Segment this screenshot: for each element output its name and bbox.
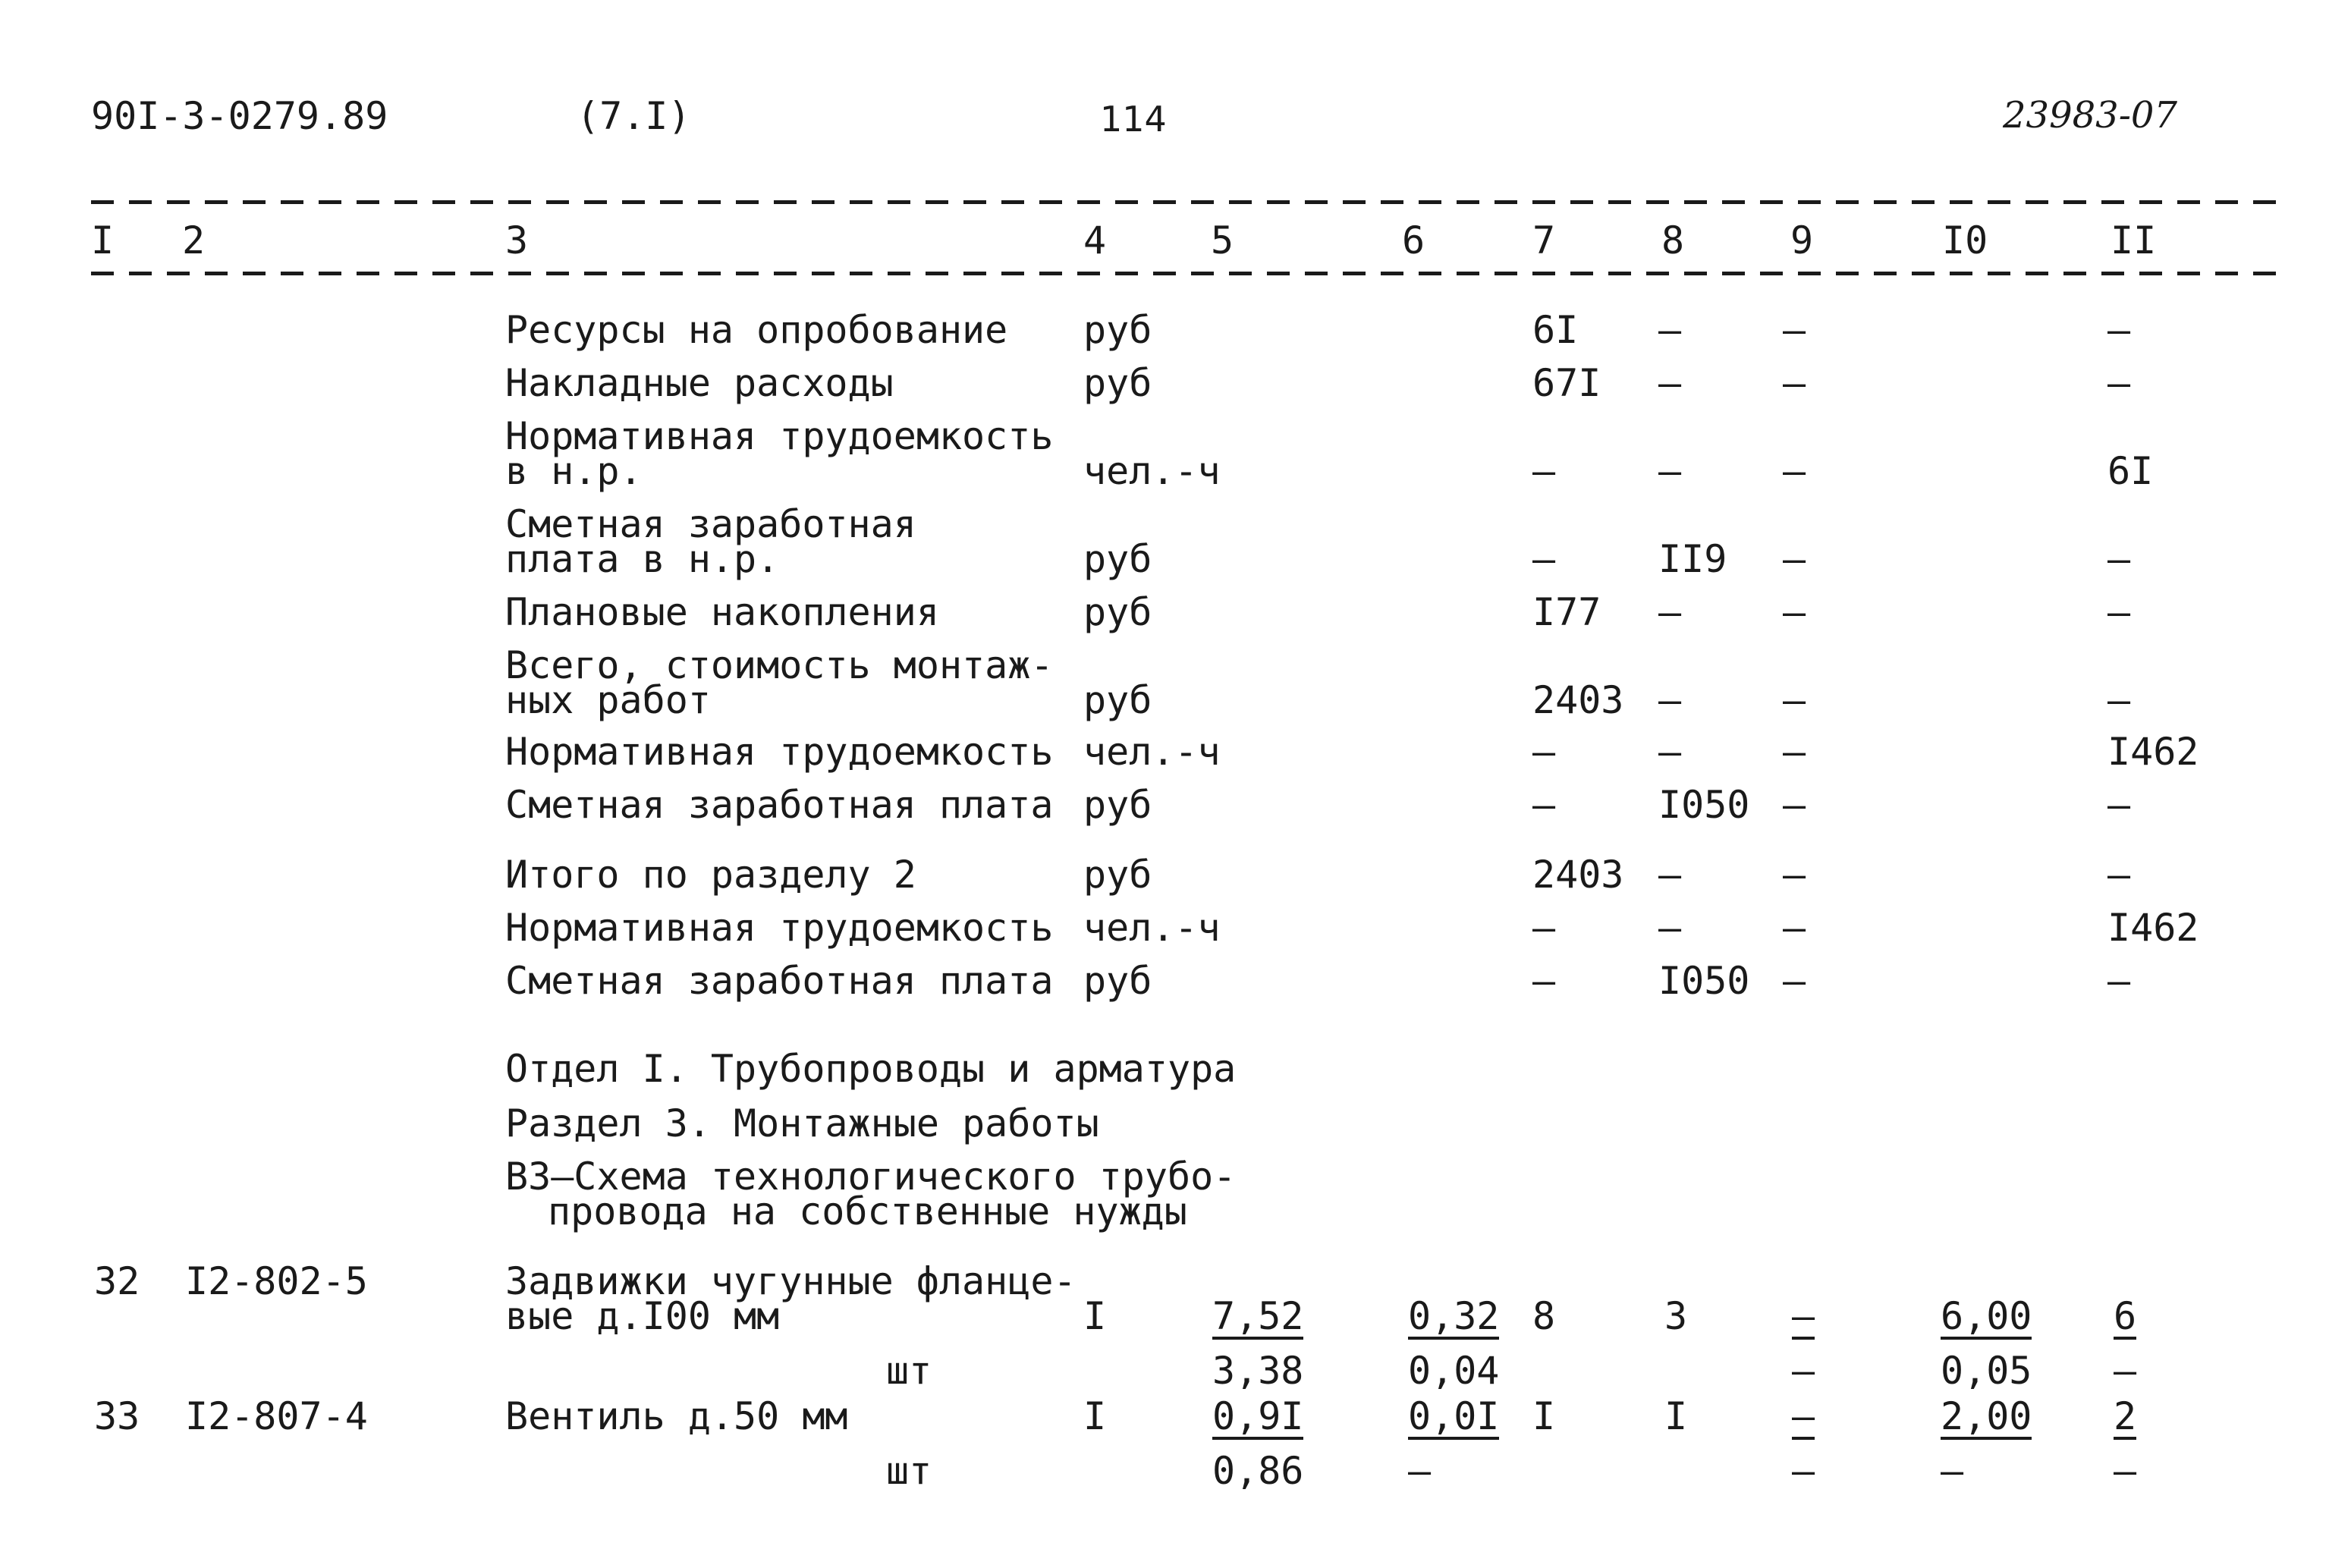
item-number: 33 xyxy=(94,1394,140,1438)
col7-value: I xyxy=(1532,1394,1556,1438)
row-description: Нормативная трудоемкость xyxy=(505,906,1054,950)
col11-value: – xyxy=(2107,590,2131,634)
col8-value: – xyxy=(1658,361,1682,405)
scheme-heading: В3–Схема технологического трубо- xyxy=(505,1155,1237,1199)
col7-value: I77 xyxy=(1532,590,1601,634)
row-description: Нормативная трудоемкость xyxy=(505,730,1054,774)
col9-value: – xyxy=(1783,308,1806,352)
col8-value: II9 xyxy=(1658,537,1727,581)
col8-value: – xyxy=(1658,308,1682,352)
col10-value: 6,00 xyxy=(1941,1294,2032,1338)
page-number: 114 xyxy=(1100,99,1167,140)
otdel-heading: Отдел I. Трубопроводы и арматура xyxy=(505,1047,1237,1091)
item-code: I2-802-5 xyxy=(185,1259,368,1303)
col6-value-sub: – xyxy=(1408,1449,1432,1493)
col11-value: – xyxy=(2107,361,2131,405)
col-header-8: 8 xyxy=(1661,218,1685,262)
item-quantity: I xyxy=(1083,1294,1107,1338)
col8-value: – xyxy=(1658,449,1682,493)
col11-value: I462 xyxy=(2107,730,2199,774)
handwritten-number: 23983-07 xyxy=(2003,94,2177,137)
col11-value-sub: – xyxy=(2114,1449,2137,1493)
col9-value: – xyxy=(1783,537,1806,581)
col11-value: 6 xyxy=(2114,1294,2137,1338)
col-header-11: II xyxy=(2111,218,2157,262)
col11-value: – xyxy=(2107,537,2131,581)
col11-value: – xyxy=(2107,783,2131,827)
item-unit: шт xyxy=(886,1349,932,1393)
col7-value: – xyxy=(1532,959,1556,1003)
row-unit: руб xyxy=(1083,537,1152,581)
row-unit: руб xyxy=(1083,783,1152,827)
row-description: Сметная заработная xyxy=(505,502,916,546)
col7-value: – xyxy=(1532,906,1556,950)
row-description: Нормативная трудоемкость xyxy=(505,414,1054,458)
scheme-heading-cont: провода на собственные нужды xyxy=(548,1189,1187,1233)
row-unit: руб xyxy=(1083,361,1152,405)
section-reference: (7.I) xyxy=(577,94,691,138)
row-description: Накладные расходы xyxy=(505,361,894,405)
row-description: Сметная заработная плата xyxy=(505,783,1054,827)
col11-value: – xyxy=(2107,959,2131,1003)
row-unit: руб xyxy=(1083,308,1152,352)
col6-value: 0,32 xyxy=(1408,1294,1500,1338)
col11-value-sub: – xyxy=(2114,1349,2137,1393)
col6-value: 0,0I xyxy=(1408,1394,1500,1438)
col-header-1: I xyxy=(91,218,115,262)
document-code: 90I-3-0279.89 xyxy=(91,94,388,138)
col9-value: – xyxy=(1783,906,1806,950)
row-unit: руб xyxy=(1083,959,1152,1003)
col9-value: – xyxy=(1783,730,1806,774)
col-header-4: 4 xyxy=(1083,218,1107,262)
col-header-2: 2 xyxy=(182,218,206,262)
item-name-cont: вые д.I00 мм xyxy=(505,1294,780,1338)
col5-value-sub: 0,86 xyxy=(1212,1449,1304,1493)
razdel-heading: Раздел 3. Монтажные работы xyxy=(505,1101,1099,1145)
row-description: Плановые накопления xyxy=(505,590,939,634)
row-unit: чел.-ч xyxy=(1083,730,1221,774)
col7-value: – xyxy=(1532,449,1556,493)
col8-value: – xyxy=(1658,906,1682,950)
col9-value-sub: – xyxy=(1792,1449,1815,1493)
col9-value: – xyxy=(1792,1294,1815,1338)
col5-value: 7,52 xyxy=(1212,1294,1304,1338)
row-unit: чел.-ч xyxy=(1083,449,1221,493)
row-description: Всего, стоимость монтаж- xyxy=(505,643,1054,687)
col-header-3: 3 xyxy=(505,218,529,262)
col9-value: – xyxy=(1783,590,1806,634)
row-unit: чел.-ч xyxy=(1083,906,1221,950)
col8-value: I xyxy=(1664,1394,1688,1438)
row-description: Сметная заработная плата xyxy=(505,959,1054,1003)
col9-value: – xyxy=(1783,959,1806,1003)
col-header-7: 7 xyxy=(1532,218,1556,262)
col9-value: – xyxy=(1783,449,1806,493)
row-description-cont: в н.р. xyxy=(505,449,643,493)
col9-value-sub: – xyxy=(1792,1349,1815,1393)
col11-value: 2 xyxy=(2114,1394,2137,1438)
col7-value: 8 xyxy=(1532,1294,1556,1338)
item-code: I2-807-4 xyxy=(185,1394,368,1438)
row-description: Ресурсы на опробование xyxy=(505,308,1008,352)
item-name: Вентиль д.50 мм xyxy=(505,1394,848,1438)
col7-value: – xyxy=(1532,537,1556,581)
row-unit: руб xyxy=(1083,590,1152,634)
col11-value: I462 xyxy=(2107,906,2199,950)
row-description-cont: ных работ xyxy=(505,678,711,722)
col8-value: – xyxy=(1658,590,1682,634)
col9-value: – xyxy=(1783,361,1806,405)
col-header-9: 9 xyxy=(1790,218,1814,262)
col10-value-sub: – xyxy=(1941,1449,1964,1493)
col11-value: 6I xyxy=(2107,449,2154,493)
col10-value: 2,00 xyxy=(1941,1394,2032,1438)
item-name: Задвижки чугунные фланце- xyxy=(505,1259,1076,1303)
col8-value: – xyxy=(1658,678,1682,722)
row-description-cont: плата в н.р. xyxy=(505,537,780,581)
col8-value: I050 xyxy=(1658,959,1750,1003)
col-header-6: 6 xyxy=(1402,218,1425,262)
col7-value: 67I xyxy=(1532,361,1601,405)
col8-value: 3 xyxy=(1664,1294,1688,1338)
col11-value: – xyxy=(2107,678,2131,722)
col8-value: – xyxy=(1658,853,1682,897)
col10-value-sub: 0,05 xyxy=(1941,1349,2032,1393)
col9-value: – xyxy=(1783,783,1806,827)
row-unit: руб xyxy=(1083,853,1152,897)
col-header-10: I0 xyxy=(1942,218,1988,262)
col11-value: – xyxy=(2107,853,2131,897)
col-header-5: 5 xyxy=(1211,218,1234,262)
col7-value: 2403 xyxy=(1532,853,1624,897)
col8-value: I050 xyxy=(1658,783,1750,827)
col8-value: – xyxy=(1658,730,1682,774)
col9-value: – xyxy=(1783,853,1806,897)
col9-value: – xyxy=(1792,1394,1815,1438)
col5-value: 0,9I xyxy=(1212,1394,1304,1438)
col7-value: 2403 xyxy=(1532,678,1624,722)
col7-value: 6I xyxy=(1532,308,1579,352)
item-number: 32 xyxy=(94,1259,140,1303)
col9-value: – xyxy=(1783,678,1806,722)
col5-value-sub: 3,38 xyxy=(1212,1349,1304,1393)
col7-value: – xyxy=(1532,783,1556,827)
row-description: Итого по разделу 2 xyxy=(505,853,916,897)
row-unit: руб xyxy=(1083,678,1152,722)
header-rule-bottom xyxy=(91,272,2276,275)
item-unit: шт xyxy=(886,1449,932,1493)
col7-value: – xyxy=(1532,730,1556,774)
header-rule-top xyxy=(91,200,2276,204)
col6-value-sub: 0,04 xyxy=(1408,1349,1500,1393)
item-quantity: I xyxy=(1083,1394,1107,1438)
col11-value: – xyxy=(2107,308,2131,352)
